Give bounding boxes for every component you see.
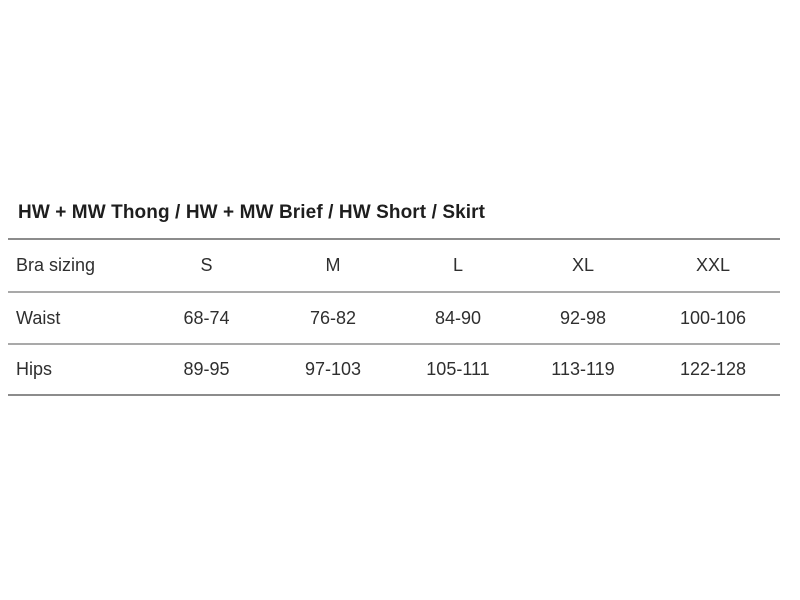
header-cell-l: L bbox=[396, 239, 520, 292]
header-cell-xl: XL bbox=[520, 239, 646, 292]
table-row-hips bbox=[8, 344, 780, 395]
table-row-waist bbox=[8, 292, 780, 344]
table-cell: 122-128 bbox=[646, 344, 780, 395]
size-chart bbox=[8, 198, 780, 396]
table-cell: 76-82 bbox=[270, 292, 396, 344]
header-cell-m: M bbox=[270, 239, 396, 292]
row-label-hips: Hips bbox=[8, 344, 143, 395]
header-cell-bra-sizing: Bra sizing bbox=[8, 239, 143, 292]
table-cell: 105-111 bbox=[396, 344, 520, 395]
header-cell-s: S bbox=[143, 239, 270, 292]
table-cell: 100-106 bbox=[646, 292, 780, 344]
table-cell: 113-119 bbox=[520, 344, 646, 395]
table-cell: 89-95 bbox=[143, 344, 270, 395]
header-row bbox=[8, 239, 780, 292]
table-cell: 68-74 bbox=[143, 292, 270, 344]
size-table bbox=[8, 238, 780, 396]
size-chart-title: HW + MW Thong / HW + MW Brief / HW Short / Skirt bbox=[18, 202, 486, 223]
header-cell-xxl: XXL bbox=[646, 239, 780, 292]
table-cell: 84-90 bbox=[396, 292, 520, 344]
row-label-waist: Waist bbox=[8, 292, 143, 344]
table-cell: 92-98 bbox=[520, 292, 646, 344]
table-cell: 97-103 bbox=[270, 344, 396, 395]
